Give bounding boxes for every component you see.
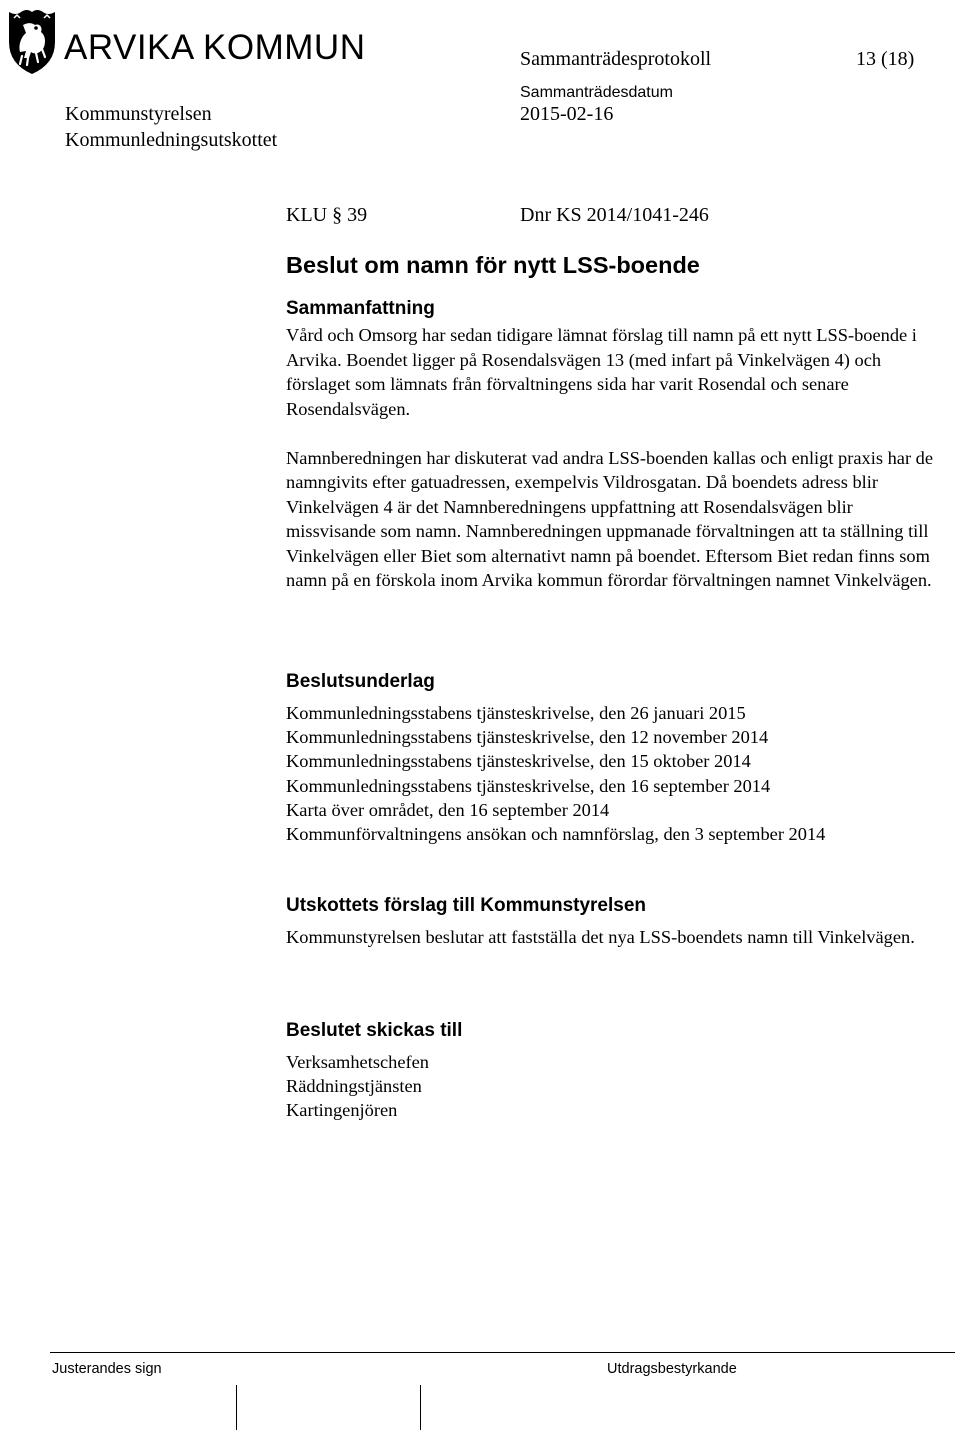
proposal-text: Kommunstyrelsen beslutar att fastställa det nya LSS-boendets namn till Vinkelvägen. xyxy=(286,927,915,947)
recipients-list xyxy=(286,1050,429,1123)
committee-name: Kommunledningsutskottet xyxy=(65,129,278,151)
summary-paragraph-1: Vård och Omsorg har sedan tidigare lämnat förslag till namn på ett nytt LSS-boende i Arvika. Boendet ligger på Rosendalsvägen 13 (med infart på Vinkelvägen 4) och förslaget som lämnats från förvaltningens sida har varit Rosendal och senare Rosendalsvägen. xyxy=(286,325,917,419)
proposal-heading: Utskottets förslag till Kommunstyrelsen xyxy=(286,895,647,916)
summary-heading: Sammanfattning xyxy=(286,298,435,319)
list-item: Kartingenjören xyxy=(286,1100,398,1121)
list-item: Karta över området, den 16 september 2014 xyxy=(286,799,610,820)
list-item: Verksamhetschefen xyxy=(286,1052,429,1072)
summary-paragraph-2: Namnberedningen har diskuterat vad andra LSS-boenden kallas och enligt praxis har de namngivits efter gatuadressen, exempelvis Vildrosgatan. Då boendets adress blir Vinkelvägen 4 är det Namnberedningens uppfattning att Rosendalsvägen blir missvisande som namn. Namnberedningen uppmanade förvaltningen att ta ställning till Vinkelvägen eller Biet som alternativt namn på boendet. Eftersom Biet redan finns som namn på en förskola inom Arvika kommun förordar förvaltningen namnet Vinkelvägen. xyxy=(286,447,934,590)
arvika-horse-crest-icon xyxy=(6,6,58,76)
list-item: Kommunförvaltningens ansökan och namnförslag, den 3 september 2014 xyxy=(286,824,826,845)
document-type: Sammanträdesprotokoll xyxy=(520,48,712,70)
signature-box-divider xyxy=(236,1385,237,1430)
list-item: Kommunledningsstabens tjänsteskrivelse, den 12 november 2014 xyxy=(286,727,769,748)
footer-divider xyxy=(50,1352,955,1353)
case-title: Beslut om namn för nytt LSS-boende xyxy=(286,252,700,278)
meeting-date: 2015-02-16 xyxy=(520,103,614,125)
municipality-wordmark: ARVIKA KOMMUN xyxy=(64,28,366,67)
summary-section xyxy=(286,323,946,593)
list-item: Kommunledningsstabens tjänsteskrivelse, den 16 september 2014 xyxy=(286,775,771,796)
page-number: 13 (18) xyxy=(856,48,915,70)
signature-label: Justerandes sign xyxy=(52,1361,162,1377)
list-item: Räddningstjänsten xyxy=(286,1076,422,1097)
list-item: Kommunledningsstabens tjänsteskrivelse, den 26 januari 2015 xyxy=(286,703,746,723)
extract-certification-label: Utdragsbestyrkande xyxy=(607,1361,737,1377)
case-dnr: Dnr KS 2014/1041-246 xyxy=(520,204,709,226)
proposal-section xyxy=(286,925,946,950)
meeting-date-label: Sammanträdesdatum xyxy=(520,84,673,101)
signature-box-divider xyxy=(420,1385,421,1430)
list-item: Kommunledningsstabens tjänsteskrivelse, den 15 oktober 2014 xyxy=(286,751,751,772)
basis-heading: Beslutsunderlag xyxy=(286,671,435,692)
basis-list xyxy=(286,701,825,846)
case-number: KLU § 39 xyxy=(286,204,368,226)
organization-name: Kommunstyrelsen xyxy=(65,103,212,125)
recipients-heading: Beslutet skickas till xyxy=(286,1020,463,1041)
